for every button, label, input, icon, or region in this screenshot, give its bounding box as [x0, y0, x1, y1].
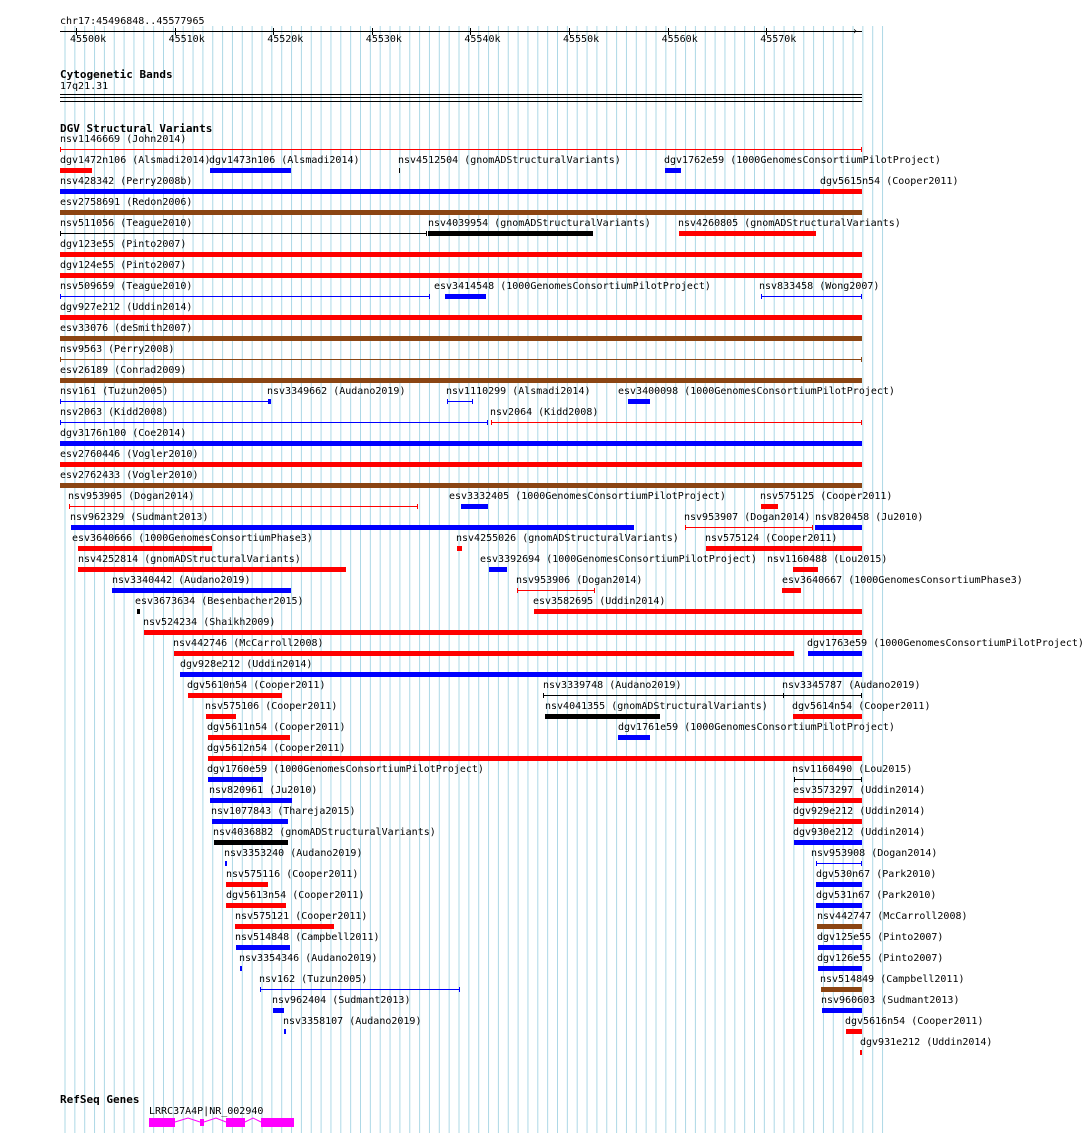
- feature-glyph[interactable]: [846, 1029, 862, 1034]
- feature-label[interactable]: esv3414548 (1000GenomesConsortiumPilotProject): [434, 281, 711, 292]
- ruler-axis: [60, 31, 862, 32]
- feature-glyph[interactable]: [628, 399, 650, 404]
- gene-intron: [204, 1118, 226, 1122]
- feature-glyph[interactable]: [208, 756, 862, 761]
- feature-label[interactable]: esv3640666 (1000GenomesConsortiumPhase3): [72, 533, 313, 544]
- feature-glyph[interactable]: [60, 462, 862, 467]
- feature-label[interactable]: nsv3353240 (Audano2019): [224, 848, 363, 859]
- feature-label[interactable]: nsv4252814 (gnomADStructuralVariants): [78, 554, 301, 565]
- feature-label[interactable]: dgv1472n106 (Alsmadi2014): [60, 155, 211, 166]
- feature-end-tick: [861, 357, 862, 362]
- ruler-tick-label: 45560k: [661, 34, 698, 45]
- feature-label[interactable]: dgv3176n100 (Coe2014): [60, 428, 187, 439]
- feature-end-tick: [685, 525, 686, 530]
- gene-intron: [175, 1118, 200, 1122]
- feature-glyph[interactable]: [794, 779, 862, 780]
- feature-label[interactable]: nsv514848 (Campbell2011): [235, 932, 380, 943]
- feature-glyph[interactable]: [60, 189, 820, 194]
- feature-glyph[interactable]: [60, 401, 271, 402]
- feature-glyph[interactable]: [284, 1029, 286, 1034]
- feature-end-tick: [60, 399, 61, 404]
- feature-label[interactable]: nsv962404 (Sudmant2013): [272, 995, 411, 1006]
- feature-glyph[interactable]: [260, 989, 460, 990]
- feature-end-tick: [543, 693, 544, 698]
- feature-glyph[interactable]: [818, 966, 862, 971]
- ruler-tick-label: 45550k: [563, 34, 600, 45]
- feature-glyph[interactable]: [60, 210, 862, 215]
- feature-end-tick: [491, 420, 492, 425]
- feature-glyph[interactable]: [793, 714, 862, 719]
- feature-glyph[interactable]: [226, 903, 286, 908]
- feature-label[interactable]: nsv4039954 (gnomADStructuralVariants): [428, 218, 651, 229]
- feature-label[interactable]: nsv3340442 (Audano2019): [112, 575, 251, 586]
- feature-label[interactable]: nsv1160488 (Lou2015): [767, 554, 888, 565]
- feature-label[interactable]: nsv575124 (Cooper2011): [705, 533, 838, 544]
- feature-glyph[interactable]: [761, 504, 778, 509]
- feature-label[interactable]: esv2758691 (Redon2006): [60, 197, 193, 208]
- feature-glyph[interactable]: [447, 401, 473, 402]
- feature-glyph[interactable]: [226, 882, 268, 887]
- feature-label[interactable]: nsv1146669 (John2014): [60, 134, 187, 145]
- feature-end-tick: [260, 987, 261, 992]
- feature-label[interactable]: nsv4255026 (gnomADStructuralVariants): [456, 533, 679, 544]
- feature-end-tick: [426, 231, 427, 236]
- feature-label[interactable]: nsv820961 (Ju2010): [209, 785, 318, 796]
- feature-glyph[interactable]: [60, 359, 862, 360]
- feature-end-tick: [594, 588, 595, 593]
- cytoband-bar-top: [60, 94, 862, 95]
- feature-label[interactable]: nsv3349662 (Audano2019): [267, 386, 406, 397]
- feature-label[interactable]: nsv3354346 (Audano2019): [239, 953, 378, 964]
- feature-label[interactable]: nsv524234 (Shaikh2009): [143, 617, 276, 628]
- feature-label[interactable]: nsv3339748 (Audano2019): [543, 680, 682, 691]
- feature-label[interactable]: nsv575106 (Cooper2011): [205, 701, 338, 712]
- feature-label[interactable]: esv3673634 (Besenbacher2015): [135, 596, 304, 607]
- feature-label[interactable]: nsv953905 (Dogan2014): [68, 491, 195, 502]
- feature-label[interactable]: dgv5611n54 (Cooper2011): [207, 722, 346, 733]
- feature-end-tick: [447, 399, 448, 404]
- feature-glyph[interactable]: [240, 966, 242, 971]
- feature-glyph[interactable]: [517, 590, 595, 591]
- feature-label[interactable]: nsv509659 (Teague2010): [60, 281, 193, 292]
- feature-end-tick: [861, 861, 862, 866]
- ruler-tick-label: 45520k: [267, 34, 304, 45]
- gene-exon[interactable]: [200, 1119, 204, 1126]
- feature-end-tick: [861, 693, 862, 698]
- feature-label[interactable]: nsv442746 (McCarroll2008): [173, 638, 324, 649]
- feature-label[interactable]: nsv575121 (Cooper2011): [235, 911, 368, 922]
- feature-label[interactable]: nsv442747 (McCarroll2008): [817, 911, 968, 922]
- feature-glyph[interactable]: [816, 882, 862, 887]
- feature-glyph[interactable]: [60, 378, 862, 383]
- feature-glyph[interactable]: [665, 168, 681, 173]
- feature-glyph[interactable]: [268, 399, 271, 404]
- feature-end-tick: [459, 987, 460, 992]
- ruler-tick-label: 45510k: [168, 34, 205, 45]
- feature-glyph[interactable]: [817, 924, 862, 929]
- ruler-tick-label: 45570k: [760, 34, 797, 45]
- feature-glyph[interactable]: [816, 903, 862, 908]
- feature-end-tick: [487, 420, 488, 425]
- feature-glyph[interactable]: [60, 296, 430, 297]
- region-label: chr17:45496848..45577965: [60, 16, 205, 27]
- feature-label[interactable]: nsv2063 (Kidd2008): [60, 407, 169, 418]
- feature-end-tick: [517, 588, 518, 593]
- gene-exon[interactable]: [261, 1118, 294, 1127]
- feature-label[interactable]: nsv3358107 (Audano2019): [283, 1016, 422, 1027]
- feature-label[interactable]: dgv1763e59 (1000GenomesConsortiumPilotProject): [807, 638, 1084, 649]
- feature-end-tick: [861, 777, 862, 782]
- feature-label[interactable]: nsv9563 (Perry2008): [60, 344, 175, 355]
- feature-glyph[interactable]: [60, 149, 862, 150]
- feature-label[interactable]: nsv962329 (Sudmant2013): [70, 512, 209, 523]
- feature-label[interactable]: nsv575116 (Cooper2011): [226, 869, 359, 880]
- feature-label[interactable]: nsv511056 (Teague2010): [60, 218, 193, 229]
- feature-glyph[interactable]: [225, 861, 227, 866]
- cytoband-bar-bottom: [60, 97, 862, 98]
- feature-glyph[interactable]: [60, 441, 862, 446]
- feature-label[interactable]: dgv929e212 (Uddin2014): [793, 806, 926, 817]
- gene-intron: [245, 1118, 261, 1122]
- feature-label[interactable]: nsv953906 (Dogan2014): [516, 575, 643, 586]
- feature-end-tick: [60, 147, 61, 152]
- feature-glyph[interactable]: [71, 525, 634, 530]
- feature-glyph[interactable]: [180, 672, 862, 677]
- feature-label[interactable]: esv3640667 (1000GenomesConsortiumPhase3): [782, 575, 1023, 586]
- feature-label[interactable]: nsv833458 (Wong2007): [759, 281, 880, 292]
- feature-glyph[interactable]: [534, 609, 862, 614]
- track-title-dgv[interactable]: DGV Structural Variants: [60, 122, 213, 135]
- feature-label[interactable]: esv3582695 (Uddin2014): [533, 596, 666, 607]
- feature-glyph[interactable]: [210, 798, 292, 803]
- feature-end-tick: [816, 861, 817, 866]
- feature-label[interactable]: nsv1160490 (Lou2015): [792, 764, 913, 775]
- feature-label[interactable]: esv33076 (deSmith2007): [60, 323, 193, 334]
- feature-label[interactable]: dgv125e55 (Pinto2007): [817, 932, 944, 943]
- feature-label[interactable]: esv2762433 (Vogler2010): [60, 470, 199, 481]
- feature-glyph[interactable]: [816, 863, 862, 864]
- feature-end-tick: [861, 147, 862, 152]
- feature-glyph[interactable]: [399, 168, 400, 173]
- feature-glyph[interactable]: [860, 1050, 862, 1055]
- feature-end-tick: [60, 357, 61, 362]
- ruler-tick-label: 45540k: [464, 34, 501, 45]
- feature-glyph[interactable]: [491, 422, 862, 423]
- feature-end-tick: [60, 420, 61, 425]
- feature-end-tick: [60, 231, 61, 236]
- gene-label[interactable]: LRRC37A4P|NR_002940: [149, 1106, 264, 1117]
- feature-glyph[interactable]: [78, 546, 212, 551]
- feature-end-tick: [812, 525, 813, 530]
- feature-label[interactable]: nsv4036882 (gnomADStructuralVariants): [213, 827, 436, 838]
- ruler-arrow-right: ›: [852, 26, 859, 37]
- feature-glyph[interactable]: [208, 777, 263, 782]
- feature-glyph[interactable]: [60, 168, 92, 173]
- feature-glyph[interactable]: [489, 567, 507, 572]
- feature-glyph[interactable]: [821, 987, 862, 992]
- feature-label[interactable]: dgv5614n54 (Cooper2011): [792, 701, 931, 712]
- feature-label[interactable]: dgv126e55 (Pinto2007): [817, 953, 944, 964]
- feature-glyph[interactable]: [706, 546, 862, 551]
- ruler-tick-label: 45500k: [70, 34, 107, 45]
- feature-label[interactable]: dgv1762e59 (1000GenomesConsortiumPilotProject): [664, 155, 941, 166]
- feature-glyph[interactable]: [794, 840, 862, 845]
- feature-label[interactable]: dgv1473n106 (Alsmadi2014): [209, 155, 360, 166]
- feature-glyph[interactable]: [60, 273, 862, 278]
- feature-glyph[interactable]: [112, 588, 291, 593]
- feature-end-tick: [472, 399, 473, 404]
- feature-glyph[interactable]: [236, 945, 290, 950]
- feature-glyph[interactable]: [144, 630, 862, 635]
- feature-glyph[interactable]: [679, 231, 816, 236]
- feature-label[interactable]: nsv514849 (Campbell2011): [820, 974, 965, 985]
- feature-label[interactable]: nsv161 (Tuzun2005): [60, 386, 169, 397]
- feature-label[interactable]: esv3400098 (1000GenomesConsortiumPilotProject): [618, 386, 895, 397]
- feature-label[interactable]: dgv5615n54 (Cooper2011): [820, 176, 959, 187]
- feature-label[interactable]: nsv4512504 (gnomADStructuralVariants): [398, 155, 621, 166]
- feature-glyph[interactable]: [815, 525, 862, 530]
- feature-glyph[interactable]: [69, 506, 418, 507]
- feature-label[interactable]: esv3573297 (Uddin2014): [793, 785, 926, 796]
- feature-label[interactable]: dgv5610n54 (Cooper2011): [187, 680, 326, 691]
- feature-label[interactable]: dgv5612n54 (Cooper2011): [207, 743, 346, 754]
- feature-glyph[interactable]: [685, 527, 813, 528]
- feature-glyph[interactable]: [78, 567, 346, 572]
- gene-exon[interactable]: [226, 1118, 245, 1127]
- feature-glyph[interactable]: [137, 609, 140, 614]
- feature-glyph[interactable]: [793, 567, 818, 572]
- feature-glyph[interactable]: [618, 735, 650, 740]
- feature-glyph[interactable]: [60, 233, 427, 234]
- feature-label[interactable]: dgv5613n54 (Cooper2011): [226, 890, 365, 901]
- feature-glyph[interactable]: [210, 168, 291, 173]
- feature-label[interactable]: dgv1761e59 (1000GenomesConsortiumPilotProject): [618, 722, 895, 733]
- feature-end-tick: [69, 504, 70, 509]
- feature-glyph[interactable]: [212, 819, 288, 824]
- feature-glyph[interactable]: [457, 546, 462, 551]
- feature-label[interactable]: dgv928e212 (Uddin2014): [180, 659, 313, 670]
- feature-glyph[interactable]: [235, 924, 334, 929]
- feature-glyph[interactable]: [206, 714, 236, 719]
- gene-exon[interactable]: [149, 1118, 175, 1127]
- feature-label[interactable]: esv3332405 (1000GenomesConsortiumPilotProject): [449, 491, 726, 502]
- feature-label[interactable]: nsv1110299 (Alsmadi2014): [446, 386, 591, 397]
- feature-glyph[interactable]: [60, 422, 488, 423]
- ruler-tick-label: 45530k: [365, 34, 402, 45]
- feature-label[interactable]: esv3392694 (1000GenomesConsortiumPilotProject): [480, 554, 757, 565]
- track-title-refseq[interactable]: RefSeq Genes: [60, 1093, 140, 1106]
- feature-label[interactable]: dgv1760e59 (1000GenomesConsortiumPilotProject): [207, 764, 484, 775]
- feature-label[interactable]: esv26189 (Conrad2009): [60, 365, 187, 376]
- feature-glyph[interactable]: [808, 651, 862, 656]
- feature-label[interactable]: nsv2064 (Kidd2008): [490, 407, 599, 418]
- track-title-cytobands[interactable]: Cytogenetic Bands: [60, 68, 173, 81]
- feature-label[interactable]: nsv3345787 (Audano2019): [782, 680, 921, 691]
- feature-glyph[interactable]: [783, 695, 862, 696]
- feature-label[interactable]: nsv575125 (Cooper2011): [760, 491, 893, 502]
- feature-glyph[interactable]: [428, 231, 593, 236]
- feature-glyph[interactable]: [208, 735, 290, 740]
- feature-label[interactable]: dgv927e212 (Uddin2014): [60, 302, 193, 313]
- feature-label[interactable]: dgv930e212 (Uddin2014): [793, 827, 926, 838]
- track-separator: [60, 101, 862, 102]
- feature-glyph[interactable]: [60, 483, 862, 488]
- feature-glyph[interactable]: [761, 296, 862, 297]
- feature-glyph[interactable]: [545, 714, 660, 719]
- feature-label[interactable]: dgv124e55 (Pinto2007): [60, 260, 187, 271]
- feature-label[interactable]: nsv428342 (Perry2008b): [60, 176, 193, 187]
- feature-end-tick: [783, 693, 784, 698]
- feature-glyph[interactable]: [461, 504, 488, 509]
- feature-end-tick: [60, 294, 61, 299]
- feature-glyph[interactable]: [794, 798, 862, 803]
- feature-end-tick: [794, 777, 795, 782]
- feature-label[interactable]: nsv4041355 (gnomADStructuralVariants): [545, 701, 768, 712]
- feature-glyph[interactable]: [818, 945, 862, 950]
- feature-label[interactable]: nsv820458 (Ju2010): [815, 512, 924, 523]
- feature-label[interactable]: dgv5616n54 (Cooper2011): [845, 1016, 984, 1027]
- feature-label[interactable]: nsv953907 (Dogan2014): [684, 512, 811, 523]
- feature-glyph[interactable]: [174, 651, 794, 656]
- feature-label[interactable]: nsv960603 (Sudmant2013): [821, 995, 960, 1006]
- feature-label[interactable]: dgv530n67 (Park2010): [816, 869, 937, 880]
- feature-label[interactable]: nsv162 (Tuzun2005): [259, 974, 368, 985]
- feature-glyph[interactable]: [445, 294, 486, 299]
- feature-glyph[interactable]: [273, 1008, 284, 1013]
- gene-model[interactable]: [140, 1115, 310, 1131]
- feature-glyph[interactable]: [214, 840, 288, 845]
- feature-end-tick: [761, 294, 762, 299]
- feature-glyph[interactable]: [60, 336, 862, 341]
- feature-label[interactable]: nsv4260805 (gnomADStructuralVariants): [678, 218, 901, 229]
- feature-label[interactable]: dgv931e212 (Uddin2014): [860, 1037, 993, 1048]
- feature-label[interactable]: nsv953908 (Dogan2014): [811, 848, 938, 859]
- feature-label[interactable]: dgv123e55 (Pinto2007): [60, 239, 187, 250]
- feature-glyph[interactable]: [820, 189, 862, 194]
- feature-end-tick: [429, 294, 430, 299]
- feature-label[interactable]: dgv531n67 (Park2010): [816, 890, 937, 901]
- feature-glyph[interactable]: [822, 1008, 862, 1013]
- cytoband-label[interactable]: 17q21.31: [60, 81, 109, 92]
- feature-glyph[interactable]: [60, 252, 862, 257]
- feature-end-tick: [861, 420, 862, 425]
- feature-glyph[interactable]: [188, 693, 282, 698]
- feature-glyph[interactable]: [794, 819, 862, 824]
- feature-glyph[interactable]: [60, 315, 862, 320]
- feature-label[interactable]: esv2760446 (Vogler2010): [60, 449, 199, 460]
- feature-label[interactable]: nsv1077843 (Thareja2015): [211, 806, 356, 817]
- feature-end-tick: [861, 294, 862, 299]
- feature-end-tick: [417, 504, 418, 509]
- feature-glyph[interactable]: [782, 588, 801, 593]
